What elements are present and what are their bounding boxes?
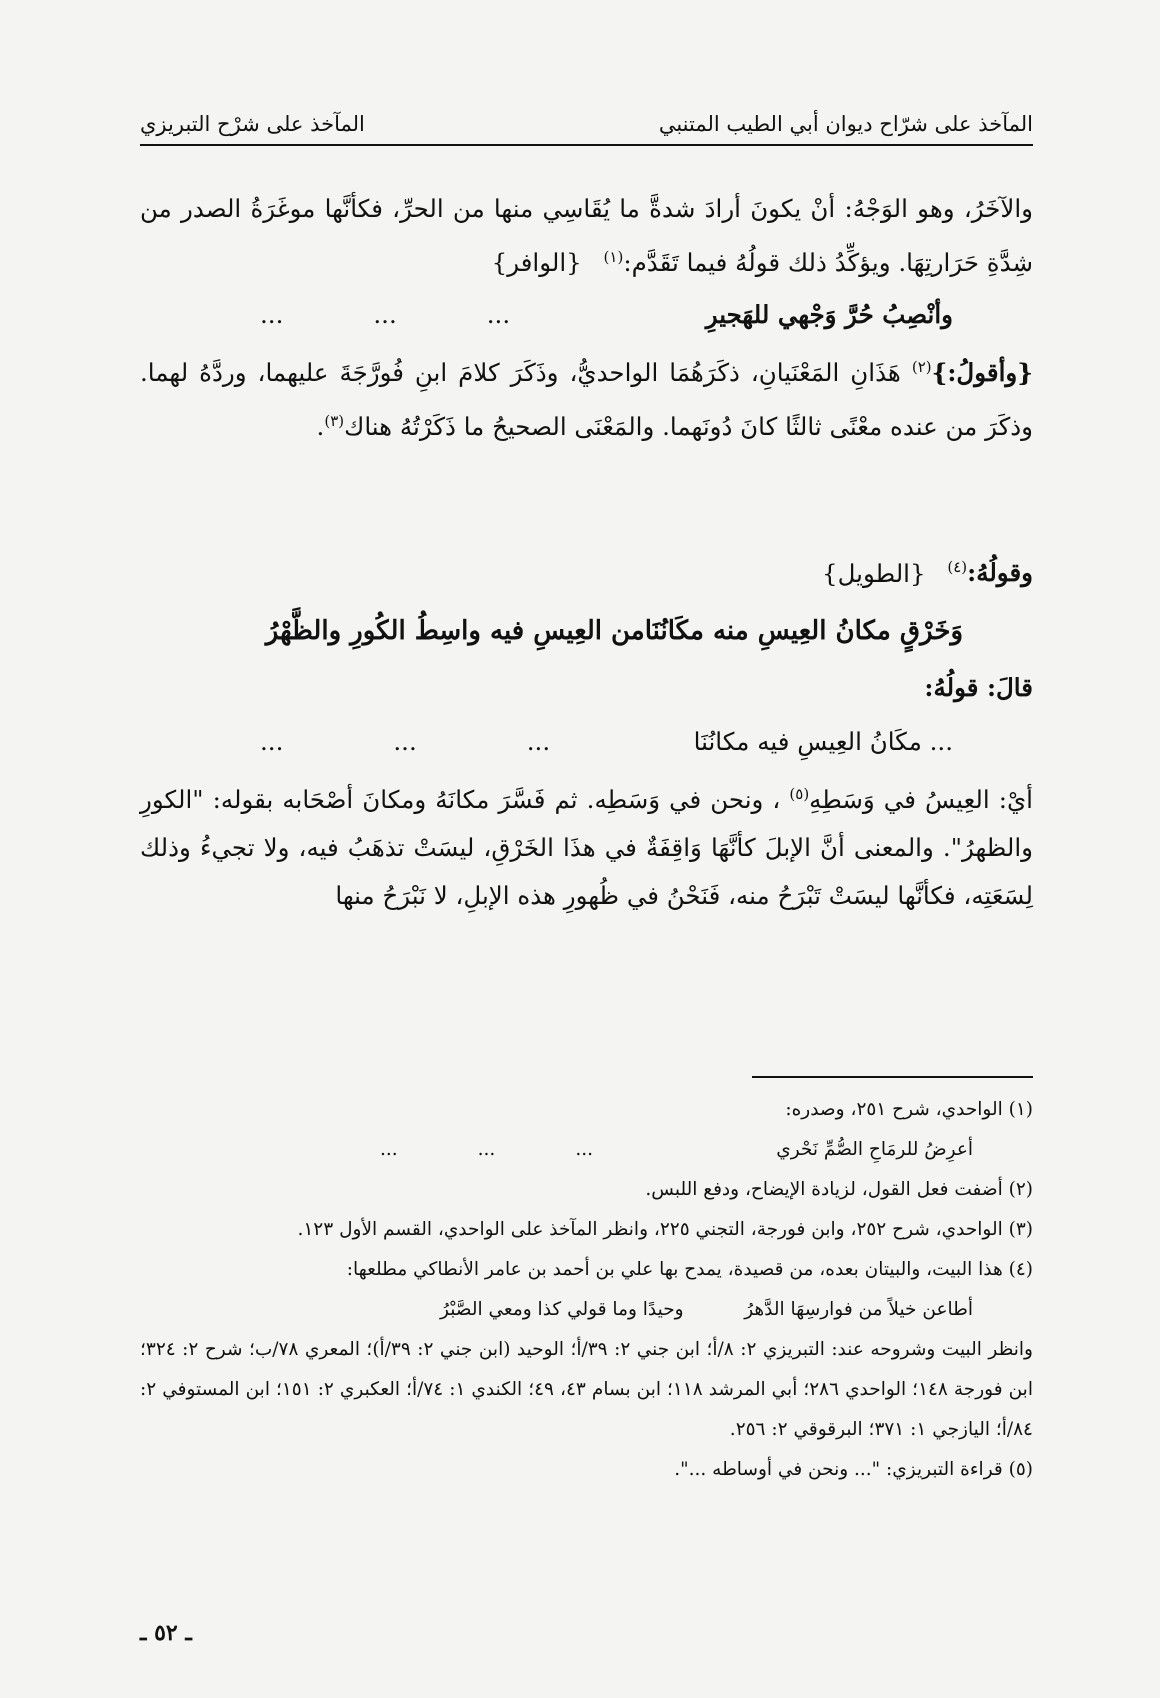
paragraph-3-label: وقولُهُ: bbox=[967, 558, 1033, 588]
footnote-4-verse bbox=[140, 1290, 1033, 1330]
footnote-1: (١) الواحدي، شرح ٢٥١، وصدره: bbox=[785, 1099, 1033, 1120]
paragraph-2 bbox=[140, 343, 1033, 451]
footnote-1-ellipses bbox=[380, 1130, 593, 1170]
paragraph-3 bbox=[140, 541, 1033, 599]
verse-line-2 bbox=[140, 606, 1033, 656]
footnote-4-verse-first: أطاعن خيلاً من فوارسِهَا الدَّهرُ bbox=[744, 1299, 973, 1320]
verse-line-3 bbox=[140, 718, 1033, 766]
verse-3-text: ... مكَانُ العِيسِ فيه مكانُنَا bbox=[693, 726, 953, 756]
footnote-ref-5: (٥) bbox=[789, 784, 810, 803]
page-number: ـ ٥٢ ـ bbox=[140, 1620, 192, 1646]
ellipsis: ... bbox=[260, 726, 284, 756]
ellipsis: ... bbox=[380, 1139, 398, 1160]
footnote-ref-4: (٤) bbox=[947, 558, 968, 577]
footnote-separator bbox=[752, 1076, 1033, 1078]
footnote-ref-3: (٣) bbox=[324, 412, 345, 431]
paragraph-4 bbox=[140, 662, 1033, 714]
paragraph-2-end: . bbox=[316, 412, 325, 442]
section-gap bbox=[140, 451, 1033, 541]
meter-label-1: {الوافر} bbox=[491, 248, 582, 278]
verse-2-first-hemistich: وَخَرْقٍ مكانُ العِيسِ منه مكَانُنَا bbox=[644, 615, 963, 646]
verse-line-1 bbox=[140, 291, 1033, 339]
footnote-5: (٥) قراءة التبريزي: "... ونحن في أوساطه ...". bbox=[674, 1459, 1033, 1480]
paragraph-5 bbox=[140, 770, 1033, 920]
footnote-1-verse-text: أعرِضُ للرمَاحِ الصُّمِّ نَحْري bbox=[776, 1139, 973, 1160]
footnote-3: (٣) الواحدي، شرح ٢٥٢، وابن فورجة، التجني ٢٢٥، وانظر المآخذ على الواحدي، القسم الأول ١٢٣. bbox=[297, 1219, 1033, 1240]
header-book-title: المآخذ على شرّاح ديوان أبي الطيب المتنبي bbox=[658, 112, 1033, 136]
verse-1-text: وأنْصِبُ حُرَّ وَجْهي للهَجيرِ bbox=[705, 300, 953, 330]
paragraph-4-label: قالَ: قولُهُ: bbox=[924, 672, 1033, 702]
footnote-4: (٤) هذا البيت، والبيتان بعده، من قصيدة، يمدح بها علي بن أحمد بن عامر الأنطاكي مطلعها: bbox=[346, 1259, 1033, 1280]
paragraph-5-text-b: ، ونحن في وَسَطِه. ثم فَسَّرَ مكانَهُ ومكانَ أصْحَابه بقوله: "الكورِ والظهرُ". والمعنى أنَّ الإبلَ كأنَّهَا وَاقِفَةٌ في هذَا الخَرْقِ، ليسَتْ تذهَبُ فيه، ولا تجيءُ وذلك لِسَعَتِه، فكأنَّها ليسَتْ تَبْرَحُ منه، فَنَحْنُ في ظُهورِ هذه الإبلِ، لا نَبْرَحُ منها bbox=[140, 784, 1033, 910]
meter-label-2: {الطويل} bbox=[822, 558, 926, 588]
paragraph-1-text: والآخَرُ، وهو الوَجْهُ: أنْ يكونَ أرادَ شدةَّ ما يُقَاسِي منها من الحرِّ، فكأنَّها موغَرَةُ الصدر من شِدَّةِ حَرَارتِهَا. ويؤكِّدُ ذلك قولُهُ فيما تَقَدَّم: bbox=[140, 194, 1033, 278]
ellipsis: ... bbox=[526, 726, 551, 756]
footnote-ref-1: (١) bbox=[603, 248, 624, 266]
footnote-4-sources: وانظر البيت وشروحه عند: التبريزي ٢: ٨/أ؛ ابن جني ٢: ٣٩/أ؛ الوحيد (ابن جني ٢: ٣٩/أ)؛ المعري ٧٨/ب؛ شرح ٢: ٣٢٤؛ ابن فورجة ١٤٨؛ الواحدي ٢٨٦؛ أبي المرشد ١١٨؛ ابن بسام ٤٣، ٤٩؛ الكندي ١: ٧٤/أ؛ العكبري ٢: ١٥١؛ ابن المستوفي ٢: ٨٤/أ؛ اليازجي ١: ٣٧١؛ البرقوقي ٢: ٢٥٦. bbox=[140, 1339, 1033, 1440]
main-text bbox=[140, 185, 1033, 920]
ellipsis: ... bbox=[477, 1139, 496, 1160]
footnote-1-verse bbox=[140, 1130, 1033, 1170]
footnote-ref-2: (٢) bbox=[911, 358, 932, 377]
paragraph-5-text-a: أيْ: العِيسُ في وَسَطِهِ bbox=[809, 784, 1033, 814]
ellipsis: ... bbox=[260, 300, 284, 330]
verse-1-ellipses bbox=[260, 291, 510, 339]
ellipsis: ... bbox=[393, 726, 417, 756]
verse-3-ellipses bbox=[260, 718, 550, 766]
ellipsis: ... bbox=[575, 1139, 593, 1160]
verse-2-second-hemistich: من العِيسِ فيه واسِطُ الكُورِ والظَّهْرُ bbox=[265, 615, 645, 646]
paragraph-2-text: هَذَانِ المَعْنَيانِ، ذكَرَهُمَا الواحديُّ، وذَكَرَ كلامَ ابنِ فُورَّجَةَ عليهما، وردَّهُ لهما. وذكَرَ من عنده معْنًى ثالثًا كانَ دُونَهما. والمَعْنَى الصحيحُ ما ذَكَرْتُهُ هناك bbox=[140, 358, 1033, 442]
footnotes bbox=[140, 1090, 1033, 1490]
ellipsis: ... bbox=[486, 300, 511, 330]
ellipsis: ... bbox=[373, 300, 397, 330]
footnote-4-verse-second: وحيدًا وما قولي كذا ومعي الصَّبْرُ bbox=[440, 1299, 684, 1320]
paragraph-2-label: {وأقولُ:} bbox=[931, 358, 1033, 388]
paragraph-1 bbox=[140, 185, 1033, 287]
running-header bbox=[140, 90, 1033, 146]
footnote-2: (٢) أضفت فعل القول، لزيادة الإيضاح، ودفع اللبس. bbox=[645, 1179, 1033, 1200]
header-section-title: المآخذ على شرْح التبريزي bbox=[140, 112, 365, 136]
